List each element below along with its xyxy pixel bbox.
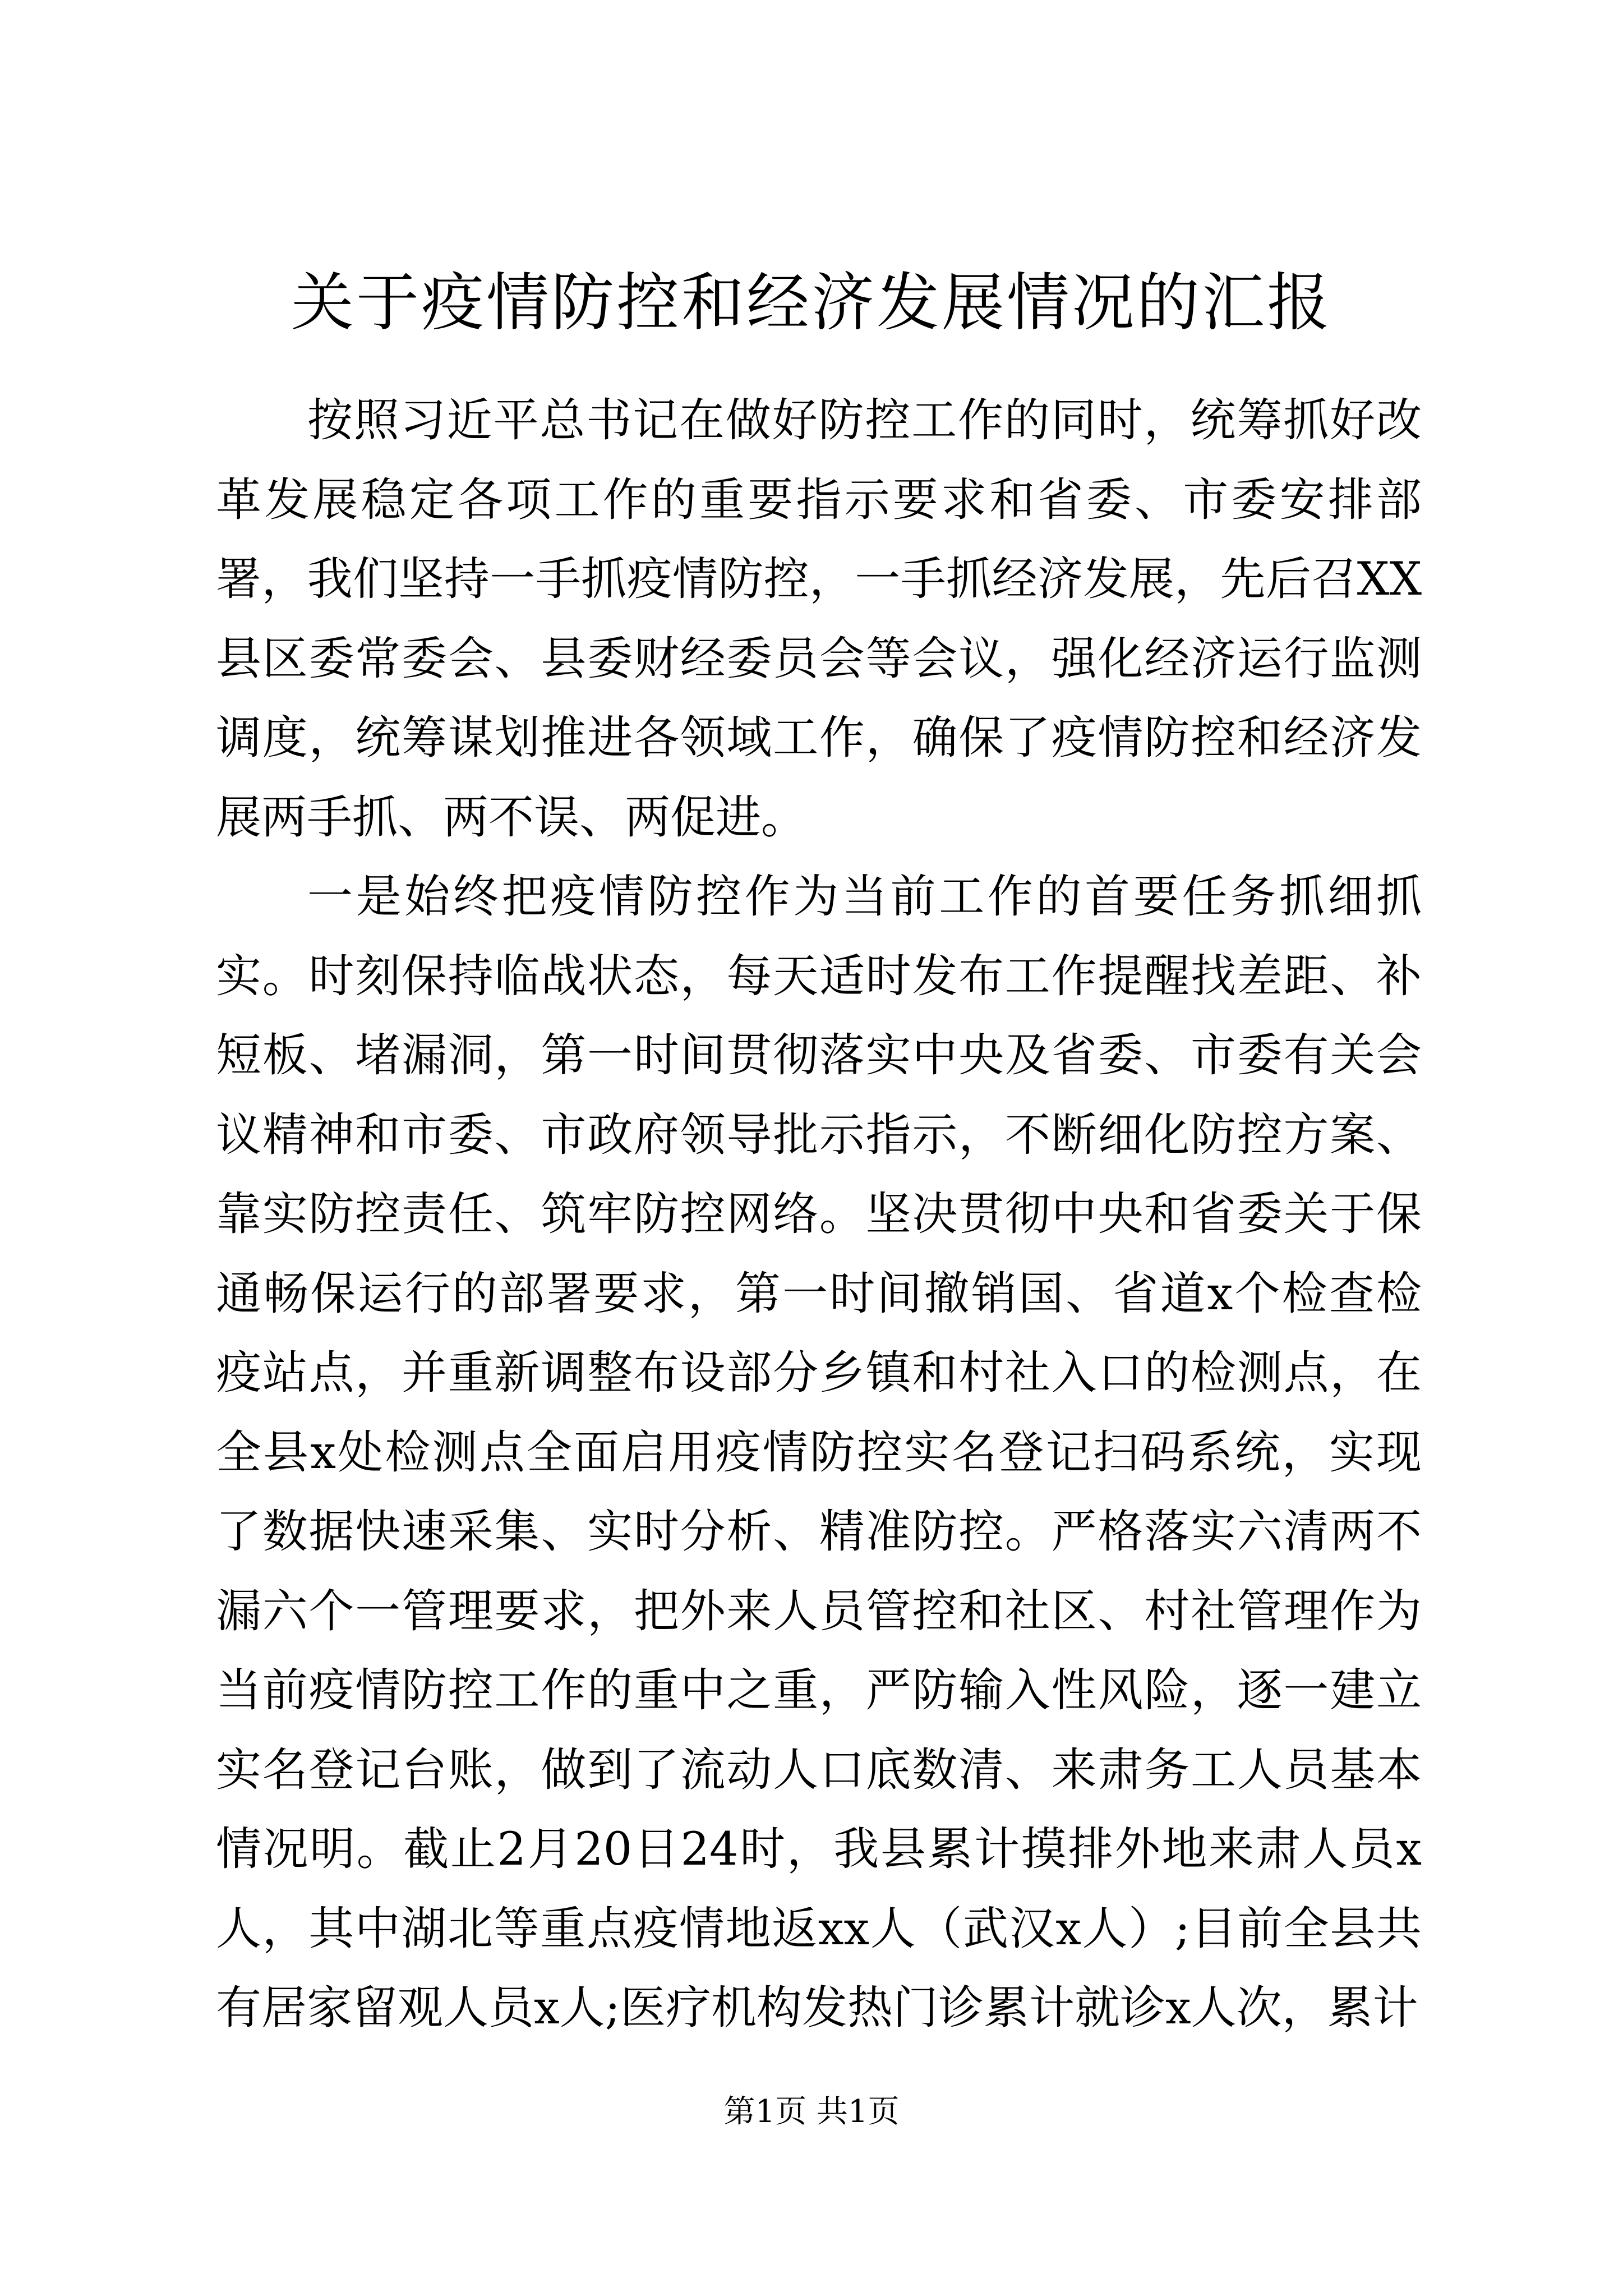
page-footer: 第1页 共1页 xyxy=(723,2093,900,2130)
document-title: 关于疫情防控和经济发展情况的汇报 xyxy=(291,266,1332,339)
document-body xyxy=(216,381,1422,2049)
paragraph-point-one: 一是始终把疫情防控作为当前工作的首要任务抓细抓实。时刻保持临战状态，每天适时发布工作提醒找差距、补短板、堵漏洞，第一时间贯彻落实中央及省委、市委有关会议精神和市委、市政府领导批示指示，不断细化防控方案、靠实防控责任、筑牢防控网络。坚决贯彻中央和省委关于保通畅保运行的部署要求，第一时间撤销国、省道x个检查检疫站点，并重新调整布设部分乡镇和村社入口的检测点，在全县x处检测点全面启用疫情防控实名登记扫码系统，实现了数据快速采集、实时分析、精准防控。严格落实六清两不漏六个一管理要求，把外来人员管控和社区、村社管理作为当前疫情防控工作的重中之重，严防输入性风险，逐一建立实名登记台账，做到了流动人口底数清、来肃务工人员基本情况明。截止2月20日24时，我县累计摸排外地来肃人员x人，其中湖北等重点疫情地返xx人（武汉x人）;目前全县共有居家留观人员x人;医疗机构发热门诊累计就诊x人次，累计 xyxy=(216,871,1422,2035)
paragraph-intro: 按照习近平总书记在做好防控工作的同时，统筹抓好改革发展稳定各项工作的重要指示要求和省委、市委安排部署，我们坚持一手抓疫情防控，一手抓经济发展，先后召XX县区委常委会、县委财经委员会等会议，强化经济运行监测调度，统筹谋划推进各领域工作，确保了疫情防控和经济发展两手抓、两不误、两促进。 xyxy=(216,394,1422,844)
